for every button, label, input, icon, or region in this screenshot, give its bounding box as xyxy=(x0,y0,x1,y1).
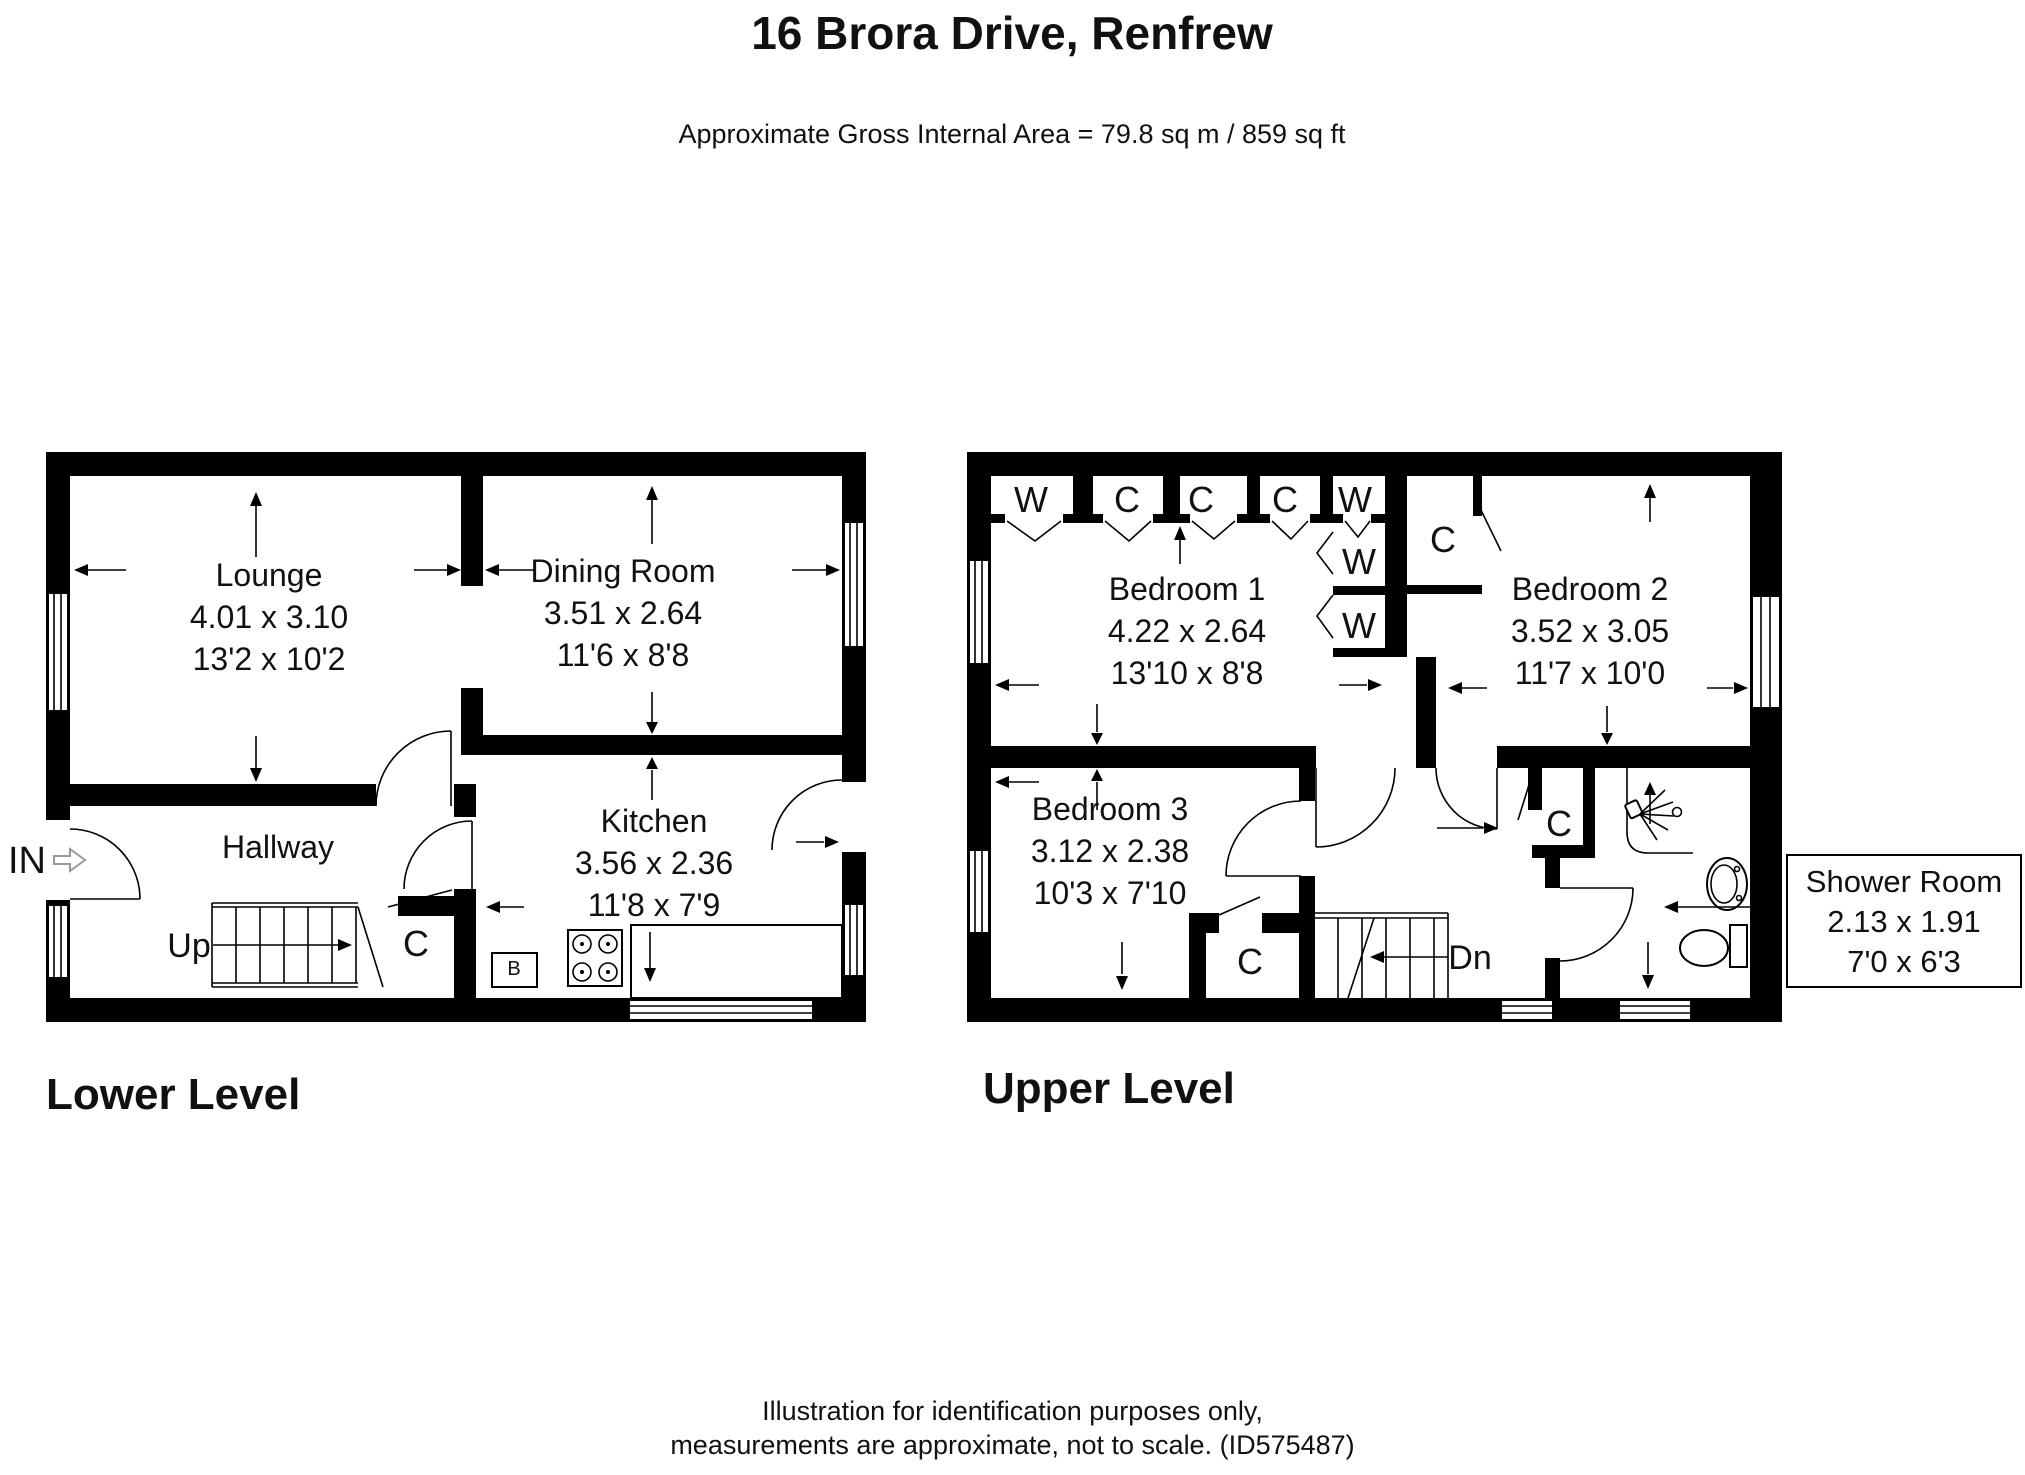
shower-room-size-imperial: 7'0 x 6'3 xyxy=(1847,944,1961,979)
kitchen-size-imperial: 11'8 x 7'9 xyxy=(587,887,721,923)
shower-room-label: Shower Room xyxy=(1805,864,2003,899)
bedroom1-size-metric: 4.22 x 2.64 xyxy=(1107,613,1267,649)
lounge-size-imperial: 13'2 x 10'2 xyxy=(192,641,346,677)
walls xyxy=(967,452,1782,1022)
wardrobe-label-2: W xyxy=(1338,479,1372,520)
lounge-label: Lounge xyxy=(215,557,323,593)
kitchen-door-arc xyxy=(404,821,472,889)
wardrobe-label-3: W xyxy=(1342,541,1376,582)
toilet-cistern xyxy=(1730,925,1747,967)
wardrobe-label-4: W xyxy=(1342,605,1376,646)
gross-area-text: Approximate Gross Internal Area = 79.8 sq m / 859 sq ft xyxy=(678,119,1346,149)
lounge-window xyxy=(48,593,68,711)
shower-window-2 xyxy=(1619,1000,1691,1020)
bedroom2-window xyxy=(1752,596,1780,708)
cupboard-label-2: C xyxy=(1188,479,1214,520)
worktop xyxy=(631,925,842,998)
shower-control xyxy=(1673,808,1682,817)
shower-fixtures xyxy=(1625,768,1747,967)
bedroom1-door-arc xyxy=(1316,768,1395,847)
bedroom2-size-imperial: 11'7 x 10'0 xyxy=(1514,655,1666,691)
cupboard-label-3: C xyxy=(1272,479,1298,520)
dining-window xyxy=(844,522,864,647)
cupboard-label-4: C xyxy=(1430,519,1456,560)
shower-room-size-metric: 2.13 x 1.91 xyxy=(1827,904,1981,939)
toilet-icon xyxy=(1680,930,1728,966)
stairs-up-label: Up xyxy=(167,927,211,965)
stair-break-line xyxy=(1348,918,1374,998)
stairs-down xyxy=(1314,913,1448,998)
footer-line-1: Illustration for identification purposes only, xyxy=(762,1396,1263,1426)
bedroom2-label: Bedroom 2 xyxy=(1511,571,1669,607)
bedroom3-size-imperial: 10'3 x 7'10 xyxy=(1033,875,1187,911)
cupboard-label-6: C xyxy=(1546,803,1572,844)
hallway-label: Hallway xyxy=(221,829,335,865)
dining-label: Dining Room xyxy=(530,553,716,589)
bedroom1-label: Bedroom 1 xyxy=(1108,571,1266,607)
shower-room-callout xyxy=(1786,854,2022,988)
entrance-label: IN xyxy=(8,840,46,882)
entrance-arrow-icon xyxy=(52,846,90,876)
kitchen-label: Kitchen xyxy=(600,803,708,839)
shower-window-1 xyxy=(1501,1000,1553,1020)
kitchen-bottom-window xyxy=(629,1000,813,1020)
bedroom3-size-metric: 3.12 x 2.38 xyxy=(1030,833,1190,869)
dining-size-metric: 3.51 x 2.64 xyxy=(543,595,703,631)
dining-size-imperial: 11'6 x 8'8 xyxy=(556,637,690,673)
cupboard-label-5: C xyxy=(1237,941,1263,982)
lower-level-plan xyxy=(46,452,866,1022)
kitchen-fittings xyxy=(492,925,842,998)
bedroom1-size-imperial: 13'10 x 8'8 xyxy=(1110,655,1264,691)
wardrobe-label-1: W xyxy=(1014,479,1048,520)
upper-level-drawing xyxy=(967,452,1782,1022)
stairs-up xyxy=(212,903,383,987)
cupboard-label-1: C xyxy=(1114,479,1140,520)
cupboard-door-line xyxy=(1219,897,1260,915)
bedroom3-door-arc xyxy=(1226,801,1301,876)
page-title: 16 Brora Drive, Renfrew xyxy=(751,7,1273,59)
lower-level-title: Lower Level xyxy=(46,1070,301,1119)
bedroom2-size-metric: 3.52 x 3.05 xyxy=(1510,613,1670,649)
hob-icon xyxy=(568,930,622,986)
stairs-down-label: Dn xyxy=(1448,939,1492,977)
lounge-size-metric: 4.01 x 3.10 xyxy=(189,599,349,635)
stair-break-line xyxy=(358,907,383,987)
kitchen-size-metric: 3.56 x 2.36 xyxy=(574,845,734,881)
cupboard-door-line xyxy=(1478,504,1501,551)
bedroom1-window xyxy=(969,560,989,664)
lounge-door-arc xyxy=(376,731,451,806)
boiler-label: B xyxy=(507,958,521,980)
hallway-window xyxy=(48,905,68,978)
upper-level-plan xyxy=(967,452,1782,1022)
shower-door-arc xyxy=(1560,888,1633,961)
cupboard-label: C xyxy=(403,923,429,964)
footer-line-2: measurements are approximate, not to scale. (ID575487) xyxy=(670,1430,1355,1460)
bedroom3-label: Bedroom 3 xyxy=(1031,791,1189,827)
bedroom3-window xyxy=(969,850,989,933)
kitchen-side-window xyxy=(844,904,864,976)
upper-level-title: Upper Level xyxy=(983,1064,1235,1113)
bedroom2-door-arc xyxy=(1436,768,1497,829)
